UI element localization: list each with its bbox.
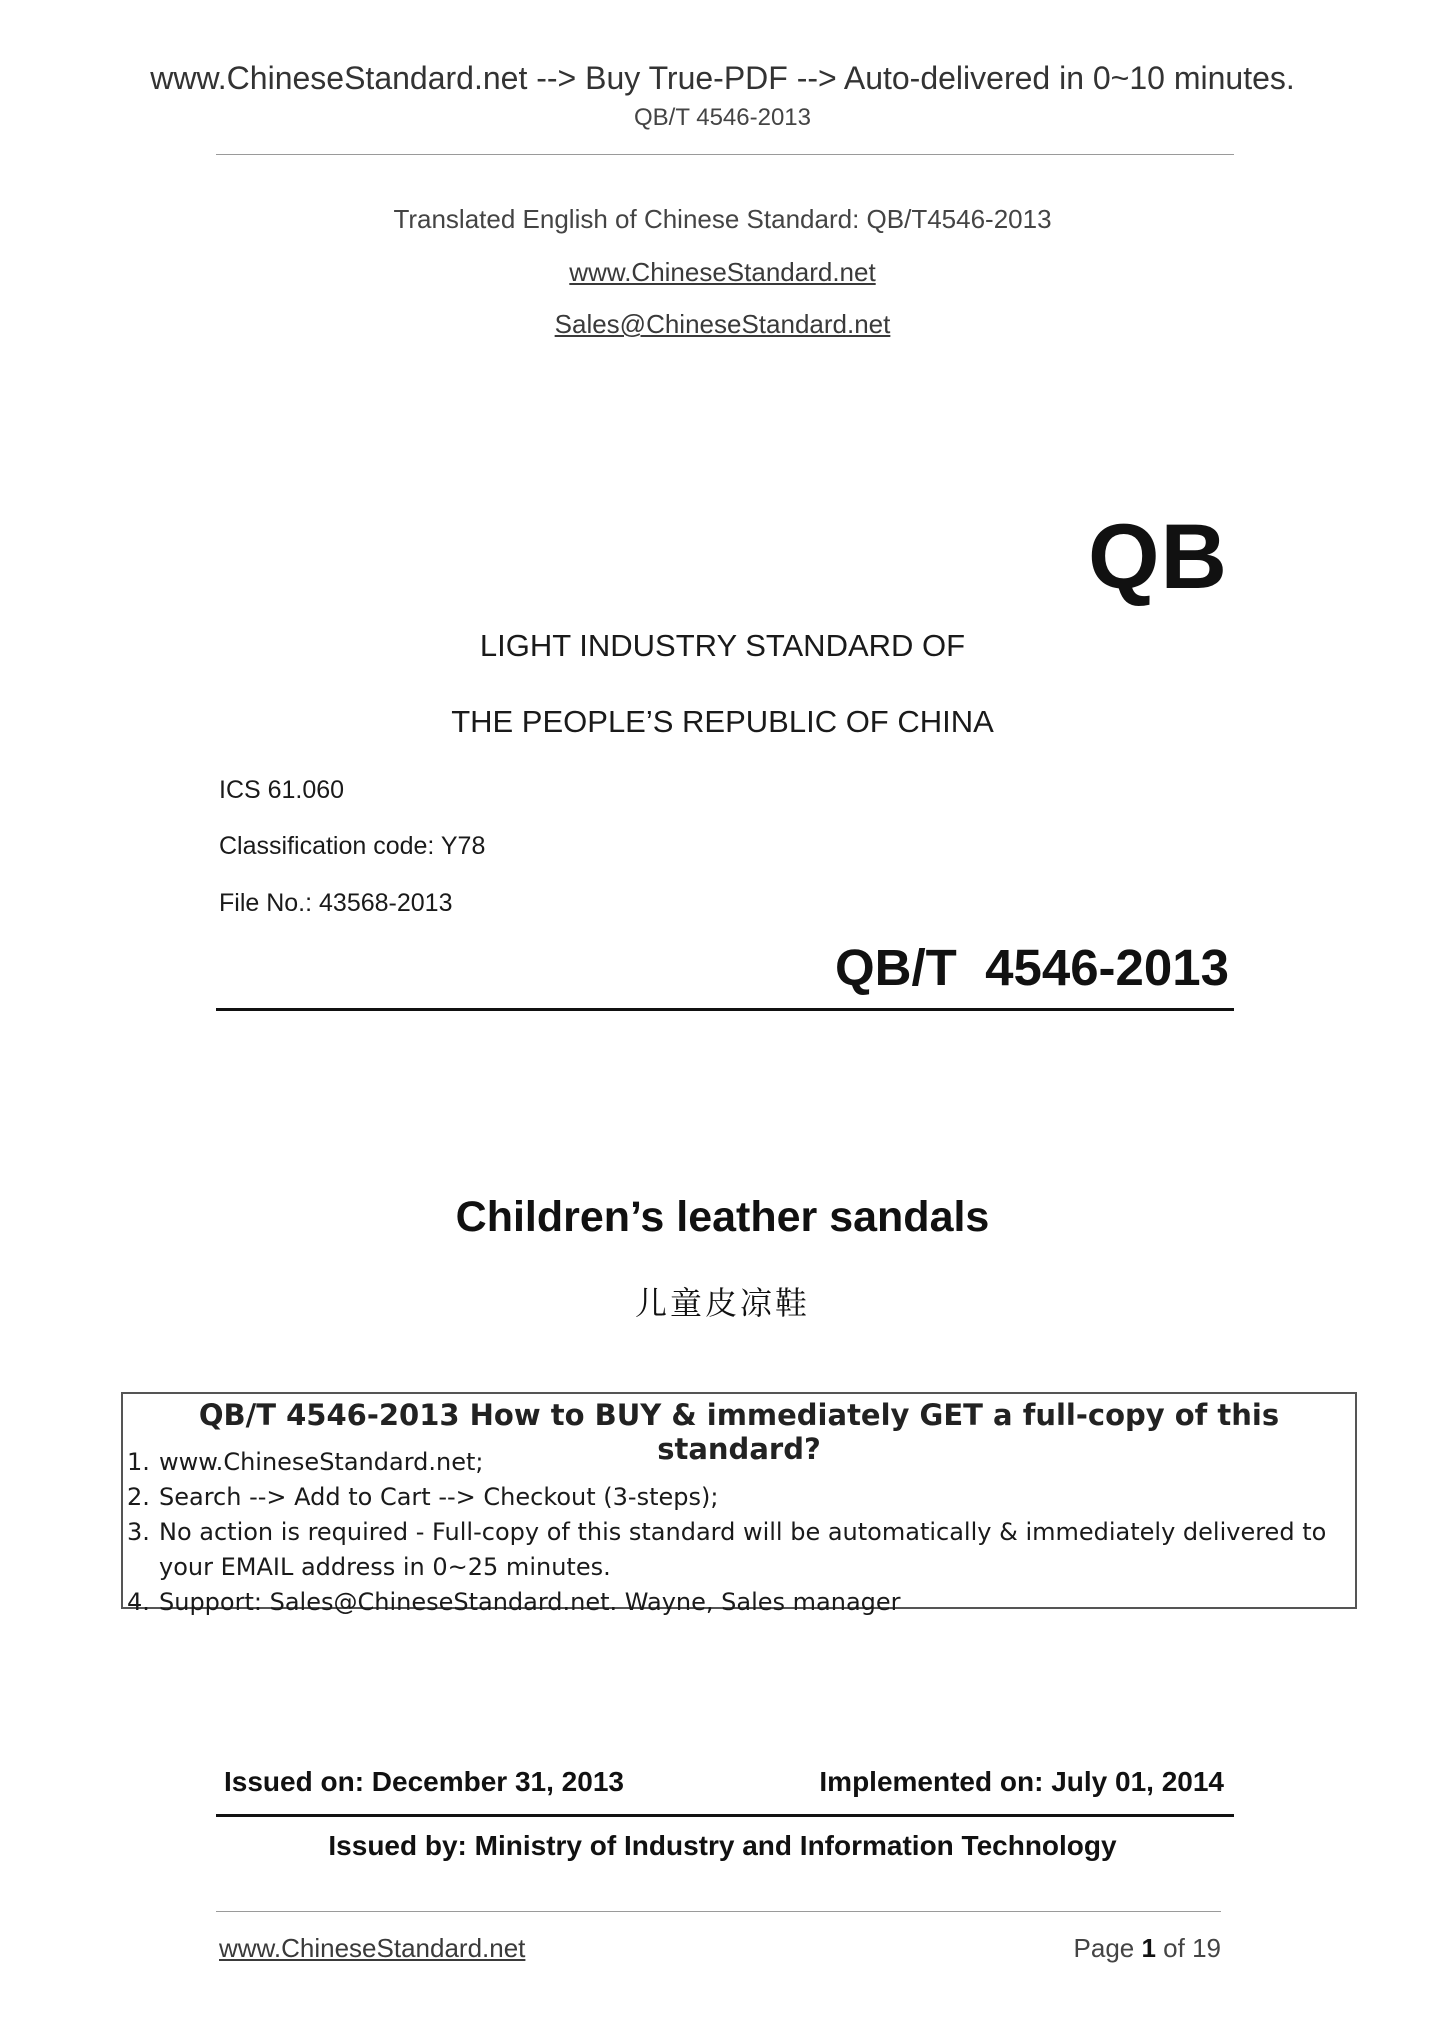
file-number: File No.: 43568-2013: [219, 889, 453, 917]
current-page: 1: [1141, 1933, 1156, 1963]
website-link[interactable]: www.ChineseStandard.net: [569, 257, 876, 287]
footer-divider: [216, 1911, 1221, 1912]
purchase-info-box: [121, 1392, 1357, 1616]
issued-on-date: Issued on: December 31, 2013: [224, 1766, 624, 1797]
purchase-step-3-continued: your EMAIL address in 0~25 minutes.: [159, 1553, 611, 1581]
purchase-step-4-text: Support: Sales@ChineseStandard.net. Wayne, Sales manager: [159, 1588, 901, 1616]
footer-website-link[interactable]: www.ChineseStandard.net: [219, 1933, 526, 1963]
standard-mark: QB: [1088, 506, 1228, 608]
purchase-step-3-text: No action is required - Full-copy of this standard will be automatically & immediately delivered to: [159, 1518, 1327, 1546]
standard-title-line-1: LIGHT INDUSTRY STANDARD OF: [479, 628, 966, 663]
header-banner: www.ChineseStandard.net --> Buy True-PDF --> Auto-delivered in 0~10 minutes.: [150, 60, 1295, 96]
implemented-on-date: Implemented on: July 01, 2014: [819, 1766, 1224, 1797]
standard-number: QB/T 4546-2013: [834, 939, 1229, 996]
sales-email-link[interactable]: Sales@ChineseStandard.net: [554, 309, 891, 339]
classification-code: Classification code: Y78: [219, 832, 486, 860]
purchase-step-1: 1. www.ChineseStandard.net;: [127, 1448, 484, 1476]
ics-code: ICS 61.060: [219, 776, 345, 804]
purchase-step-2: 2. Search --> Add to Cart --> Checkout (3-steps);: [127, 1483, 719, 1511]
document-title-english: Children’s leather sandals: [455, 1193, 990, 1241]
issue-divider: [216, 1814, 1234, 1817]
page-number: Page 1 of 19: [1073, 1933, 1221, 1963]
purchase-step-4: 4. Support: Sales@ChineseStandard.net. Wayne, Sales manager: [127, 1588, 901, 1616]
document-title-chinese: 儿童皮凉鞋: [634, 1284, 810, 1322]
header-divider: [216, 154, 1234, 155]
standard-title-line-2: THE PEOPLE’S REPUBLIC OF CHINA: [451, 704, 994, 739]
issuing-authority: Issued by: Ministry of Industry and Information Technology: [328, 1830, 1117, 1861]
title-divider: [216, 1008, 1234, 1011]
purchase-step-3: 3. No action is required - Full-copy of this standard will be automatically & immediately delivered to: [127, 1518, 1327, 1546]
purchase-heading: QB/T 4546-2013 How to BUY & immediately GET a full-copy of this standard?: [198, 1398, 1280, 1466]
header-standard-code: QB/T 4546-2013: [633, 104, 811, 131]
purchase-step-1-text[interactable]: www.ChineseStandard.net;: [159, 1448, 484, 1476]
purchase-step-2-text: Search --> Add to Cart --> Checkout (3-steps);: [159, 1483, 719, 1511]
translated-notice: Translated English of Chinese Standard: QB/T4546-2013: [393, 204, 1052, 234]
